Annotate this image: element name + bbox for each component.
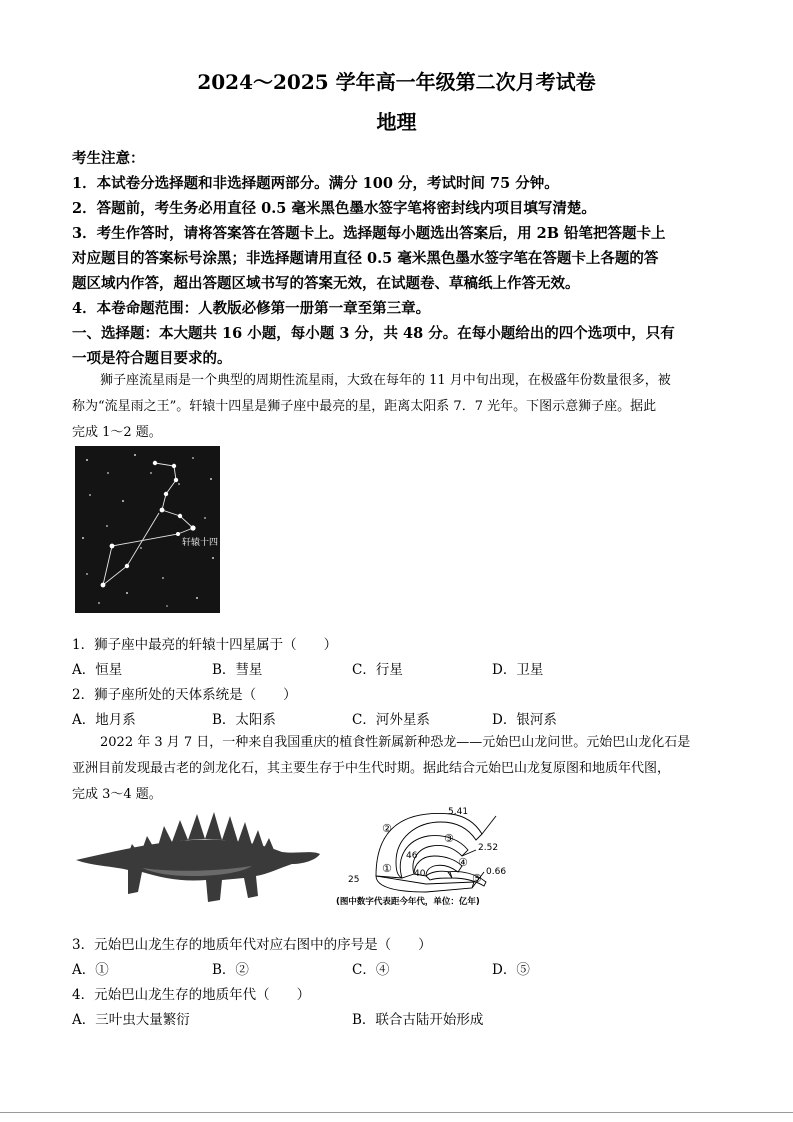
passage-2 [72,730,722,808]
dinosaur-body [76,812,320,902]
notice-heading: 考生注意： [72,150,145,167]
passage-2-line: 亚洲目前发现最古老的剑龙化石，其主要生存于中生代时期。据此结合元始巴山龙复原图和地质年代图， [72,761,671,776]
figure-caption: (图中数字代表距今年代，单位：亿年) [336,897,480,907]
passage-2-line: 2022 年 3 月 7 日，一种来自我国重庆的植食性新属新种恐龙——元始巴山龙问世。元始巴山龙化石是 [100,735,691,750]
question-4-stem: 4．元始巴山龙生存的地质年代（ ） [72,987,311,1003]
age-2-52: 2.52 [478,843,499,853]
option-d: D．卫星 [492,662,544,678]
question-2-options [72,708,722,728]
option-a: A．地月系 [72,712,136,728]
notice-item-2: 2．答题前，考生务必用直径 0.5 毫米黑色墨水签字笔将密封线内项目填写清楚。 [72,200,596,217]
subject-title: 地理 [376,110,417,134]
passage-1-line: 称为“流星雨之王”。轩辕十四星是狮子座中最亮的星，距离太阳系 7．7 光年。下图示意狮子座。据此 [72,399,657,414]
option-a: A．① [72,962,109,978]
option-b: B．太阳系 [212,712,276,728]
page-bottom-rule [0,1112,793,1113]
option-a: A．三叶虫大量繁衍 [72,1012,190,1028]
question-3-stem: 3．元始巴山龙生存的地质年代对应右图中的序号是（ ） [72,937,432,953]
option-c: C．河外星系 [352,712,430,728]
passage-2-line: 完成 3～4 题。 [72,787,162,802]
question-3-options [72,958,722,978]
regulus-label: 轩辕十四 [182,538,219,548]
question-1-options [72,658,722,678]
age-5-41: 5.41 [448,807,469,817]
option-b: B．联合古陆开始形成 [352,1012,484,1028]
section-heading-line2: 一项是符合题目要求的。 [72,350,232,367]
marker-2: ② [382,822,392,835]
question-1-stem: 1．狮子座中最亮的轩辕十四星属于（ ） [72,637,338,653]
leo-constellation-figure [75,446,220,613]
marker-3: ③ [444,832,454,845]
age-0-66: 0.66 [486,867,507,877]
marker-5: ⑤ [472,872,482,885]
passage-1-line: 完成 1～2 题。 [72,425,162,440]
exam-title: 2024～2025 学年高一年级第二次月考试卷 [197,70,596,94]
option-c: C．行星 [352,662,403,678]
notice-item-3: 3．考生作答时，请将答案答在答题卡上。选择题每小题选出答案后，用 2B 铅笔把答题卡上 [72,225,666,242]
regulus-star [190,525,195,530]
section-heading-line1: 一、选择题：本大题共 16 小题，每小题 3 分，共 48 分。在每小题给出的四个选项中，只有 [72,325,675,342]
notice-item-4: 4．本卷命题范围：人教版必修第一册第一章至第三章。 [72,300,431,317]
question-4-options [72,1008,722,1028]
bashanosaurus-figure [72,808,324,908]
marker-1: ① [382,862,392,875]
age-25: 25 [348,875,360,885]
option-b: B．② [212,962,249,978]
age-46: 46 [406,851,418,861]
option-b: B．彗星 [212,662,263,678]
marker-4: ④ [458,856,468,869]
notice-item-1: 1．本试卷分选择题和非选择题两部分。满分 100 分，考试时间 75 分钟。 [72,175,559,192]
option-a: A．恒星 [72,662,123,678]
notice-item-3-cont: 对应题目的答案标号涂黑；非选择题请用直径 0.5 毫米黑色墨水签字笔在答题卡上各题的答 [72,250,659,267]
geologic-time-figure [336,806,526,912]
option-d: D．⑤ [492,962,530,978]
night-sky-background [75,446,220,613]
notice-item-3-cont2: 题区域内作答，超出答题区域书写的答案无效，在试题卷、草稿纸上作答无效。 [72,275,580,292]
passage-1-line: 狮子座流星雨是一个典型的周期性流星雨，大致在每年的 11 月中旬出现，在极盛年份数量很多，被 [100,373,671,388]
age-40: 40 [414,869,426,879]
question-2-stem: 2．狮子座所处的天体系统是（ ） [72,687,297,703]
option-d: D．银河系 [492,712,557,728]
passage-1 [72,368,722,446]
option-c: C．④ [352,962,390,978]
